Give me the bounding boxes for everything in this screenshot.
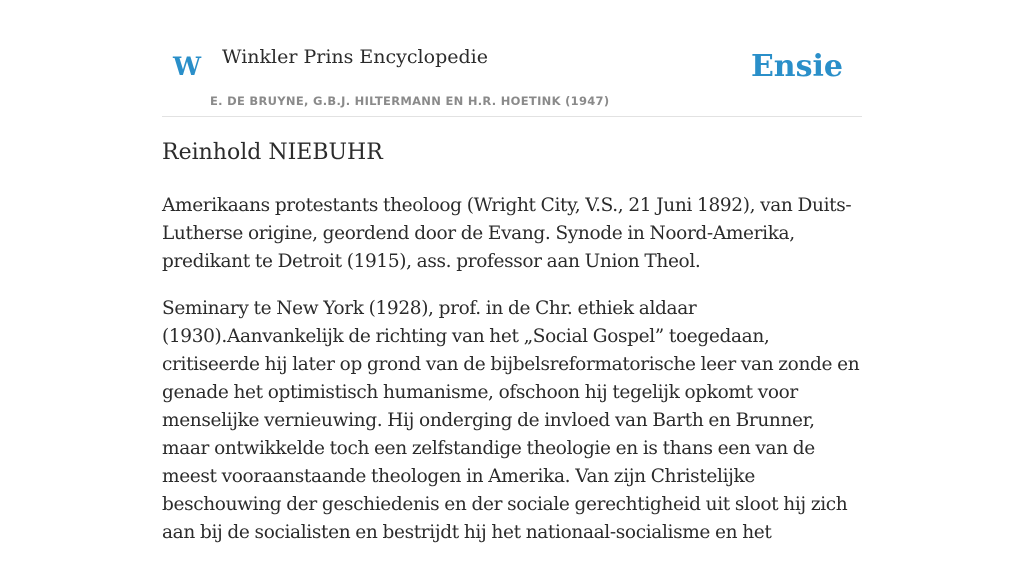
article-paragraph: Seminary te New York (1928), prof. in de Chr. ethiek aldaar (1930).Aanvankelijk de richting van het „Social Gospel” toegedaan, critiseerde hij later op grond van de bijbelsreformatorische leer van zonde en genade het optimistisch humanisme, ofschoon hij tegelijk opkomt voor menselijke vernieuwing. Hij onderging de invloed van Barth en Brunner, maar ontwikkelde toch een zelfstandige theologie en is thans een van de meest vooraanstaande theologen in Amerika. Van zijn Christelijke beschouwing der geschiedenis en der sociale gerechtigheid uit sloot hij zich aan bij de socialisten en bestrijdt hij het nationaal-socialisme en het: [162, 298, 860, 543]
site-title[interactable]: Winkler Prins Encyclopedie: [222, 46, 488, 68]
ensie-brand-logo[interactable]: Ensie: [750, 49, 843, 84]
site-authors: E. DE BRUYNE, G.B.J. HILTERMANN EN H.R. HOETINK (1947): [210, 94, 610, 108]
winkler-prins-logo[interactable]: W: [173, 52, 202, 81]
article-title: Reinhold NIEBUHR: [162, 140, 383, 165]
site-header: [162, 0, 862, 117]
article-paragraph: Amerikaans protestants theoloog (Wright City, V.S., 21 Juni 1892), van Duits-Lutherse origine, geordend door de Evang. Synode in Noord-Amerika, predikant te Detroit (1915), ass. professor aan Union Theol.: [162, 195, 852, 272]
article-body: [162, 192, 864, 566]
